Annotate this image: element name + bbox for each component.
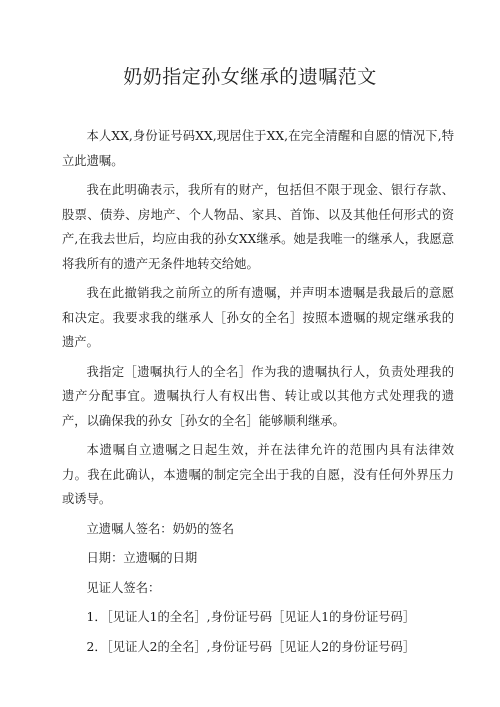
paragraph-property: 我在此明确表示，我所有的财产，包括但不限于现金、银行存款、股票、债券、房地产、个人物品、家具、首饰、以及其他任何形式的资产,在我去世后，均应由我的孙女XX继承。她是我唯一的继承人，我愿意将我所有的遗产无条件地转交给她。 [62, 183, 454, 271]
paragraph-declaration: 本人XX,身份证号码XX,现居住于XX,在完全清醒和自愿的情况下,特立此遗嘱。 [62, 129, 454, 168]
signature-line: 立遗嘱人签名：奶奶的签名 [86, 521, 235, 536]
document-body [62, 124, 454, 664]
paragraph-revocation: 我在此撤销我之前所立的所有遗嘱，并声明本遗嘱是我最后的意愿和决定。我要求我的继承人［孙女的全名］按照本遗嘱的规定继承我的遗产。 [62, 286, 454, 349]
document-title: 奶奶指定孙女继承的遗嘱范文 [123, 66, 377, 88]
witness-item-2: 2．［见证人2的全名］,身份证号码［见证人2的身份证号码］ [86, 639, 416, 654]
paragraph-executor: 我指定［遗嘱执行人的全名］作为我的遗嘱执行人，负责处理我的遗产分配事宜。遗嘱执行人有权出售、转让或以其他方式处理我的遗产，以确保我的孙女［孙女的全名］能够顺利继承。 [62, 364, 454, 428]
witness-item-1: 1．［见证人1的全名］,身份证号码［见证人1的身份证号码］ [86, 610, 416, 624]
date-line: 日期：立遗嘱的日期 [86, 551, 198, 565]
paragraph-effect: 本遗嘱自立遗嘱之日起生效，并在法律允许的范围内具有法律效力。我在此确认，本遗嘱的制定完全出于我的自愿，没有任何外界压力或诱导。 [62, 443, 454, 506]
witness-label: 见证人签名： [86, 580, 161, 595]
